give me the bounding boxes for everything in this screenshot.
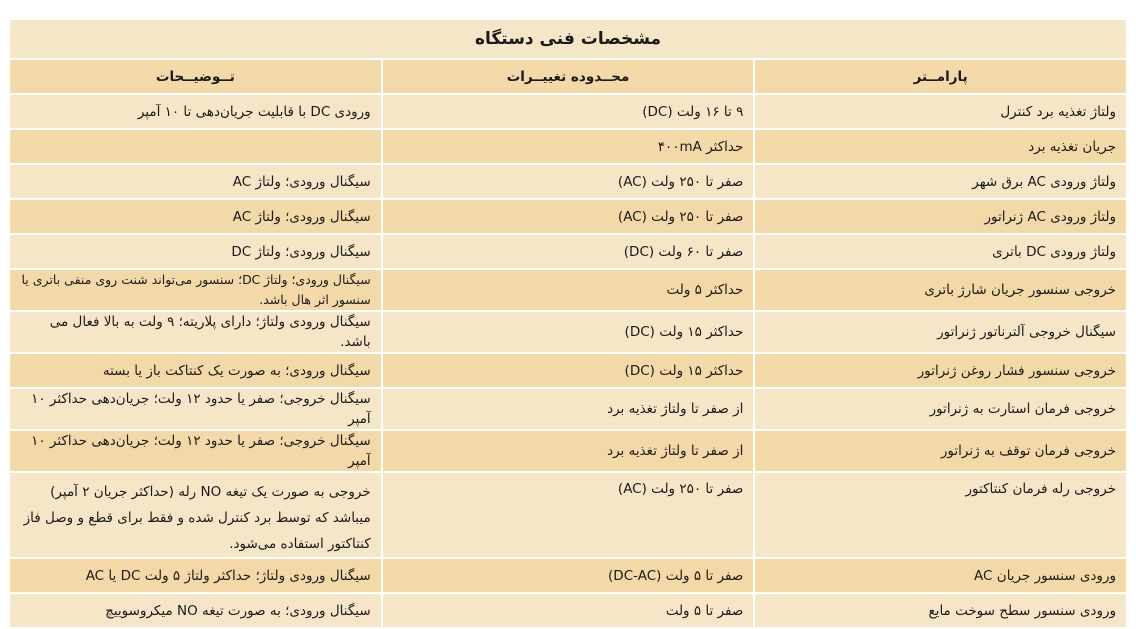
- desc-cell: خروجی به صورت یک تیغه NO رله (حداکثر جریان ۲ آمپر) میباشد که توسط برد کنترل شده و فقط برای قطع و وصل فاز کنتاکتور استفاده می‌شود.: [9, 472, 382, 558]
- spec-table: [8, 18, 1128, 629]
- table-row: [9, 353, 1127, 388]
- param-cell: ولتاژ ورودی AC برق شهر: [754, 164, 1127, 199]
- header-param: پارامــتر: [754, 59, 1127, 94]
- desc-cell: سیگنال ورودی؛ ولتاژ DC؛ سنسور می‌تواند شنت روی منفی باتری یا سنسور اثر هال باشد.: [9, 269, 382, 311]
- range-cell: حداکثر ۱۵ ولت (DC): [382, 311, 755, 353]
- param-cell: ورودی سنسور جریان AC: [754, 558, 1127, 593]
- table-row: [9, 593, 1127, 628]
- range-cell: صفر تا ۵ ولت (DC-AC): [382, 558, 755, 593]
- desc-cell: سیگنال ورودی ولتاژ؛ حداکثر ولتاژ ۵ ولت DC یا AC: [9, 558, 382, 593]
- header-desc: تــوضیــحات: [9, 59, 382, 94]
- range-cell: صفر تا ۲۵۰ ولت (AC): [382, 199, 755, 234]
- table-title: مشخصات فنی دستگاه: [9, 19, 1127, 59]
- header-row: [9, 59, 1127, 94]
- range-cell: صفر تا ۲۵۰ ولت (AC): [382, 164, 755, 199]
- table-row: [9, 129, 1127, 164]
- spec-table-wrapper: [8, 18, 1128, 629]
- param-cell: خروجی فرمان استارت به ژنراتور: [754, 388, 1127, 430]
- table-row: [9, 430, 1127, 472]
- table-row: [9, 558, 1127, 593]
- range-cell: حداکثر ۵ ولت: [382, 269, 755, 311]
- table-row: [9, 269, 1127, 311]
- desc-cell: سیگنال ورودی؛ به صورت تیغه NO میکروسوییچ: [9, 593, 382, 628]
- desc-cell: سیگنال خروجی؛ صفر یا حدود ۱۲ ولت؛ جریان‌دهی حداکثر ۱۰ آمپر: [9, 388, 382, 430]
- param-cell: خروجی فرمان توقف به ژنراتور: [754, 430, 1127, 472]
- param-cell: خروجی رله فرمان کنتاکتور: [754, 472, 1127, 558]
- table-row: [9, 199, 1127, 234]
- range-cell: حداکثر ۴۰۰mA: [382, 129, 755, 164]
- table-row: [9, 164, 1127, 199]
- param-cell: خروجی سنسور فشار روغن ژنراتور: [754, 353, 1127, 388]
- param-cell: سیگنال خروجی آلترناتور ژنراتور: [754, 311, 1127, 353]
- param-cell: ورودی سنسور سطح سوخت مایع: [754, 593, 1127, 628]
- table-row: [9, 234, 1127, 269]
- range-cell: صفر تا ۵ ولت: [382, 593, 755, 628]
- table-row: [9, 388, 1127, 430]
- table-title-row: [9, 19, 1127, 59]
- desc-cell: ورودی DC با قابلیت جریان‌دهی تا ۱۰ آمپر: [9, 94, 382, 129]
- desc-cell: سیگنال ورودی؛ ولتاژ DC: [9, 234, 382, 269]
- header-range: محــدوده تغییــرات: [382, 59, 755, 94]
- range-cell: صفر تا ۶۰ ولت (DC): [382, 234, 755, 269]
- desc-cell: سیگنال ورودی؛ ولتاژ AC: [9, 199, 382, 234]
- desc-cell: سیگنال ورودی؛ ولتاژ AC: [9, 164, 382, 199]
- desc-cell: [9, 129, 382, 164]
- range-cell: از صفر تا ولتاژ تغذیه برد: [382, 388, 755, 430]
- table-row: [9, 472, 1127, 558]
- range-cell: حداکثر ۱۵ ولت (DC): [382, 353, 755, 388]
- desc-cell: سیگنال ورودی؛ به صورت یک کنتاکت باز یا بسته: [9, 353, 382, 388]
- param-cell: ولتاژ ورودی AC ژنراتور: [754, 199, 1127, 234]
- param-cell: جریان تغذیه برد: [754, 129, 1127, 164]
- table-row: [9, 311, 1127, 353]
- table-row: [9, 94, 1127, 129]
- desc-cell: سیگنال ورودی ولتاژ؛ دارای پلاریته؛ ۹ ولت به بالا فعال می باشد.: [9, 311, 382, 353]
- param-cell: ولتاژ ورودی DC باتری: [754, 234, 1127, 269]
- range-cell: از صفر تا ولتاژ تغذیه برد: [382, 430, 755, 472]
- desc-cell: سیگنال خروجی؛ صفر یا حدود ۱۲ ولت؛ جریان‌دهی حداکثر ۱۰ آمپر: [9, 430, 382, 472]
- range-cell: ۹ تا ۱۶ ولت (DC): [382, 94, 755, 129]
- param-cell: خروجی سنسور جریان شارژ باتری: [754, 269, 1127, 311]
- param-cell: ولتاژ تغذیه برد کنترل: [754, 94, 1127, 129]
- range-cell: صفر تا ۲۵۰ ولت (AC): [382, 472, 755, 558]
